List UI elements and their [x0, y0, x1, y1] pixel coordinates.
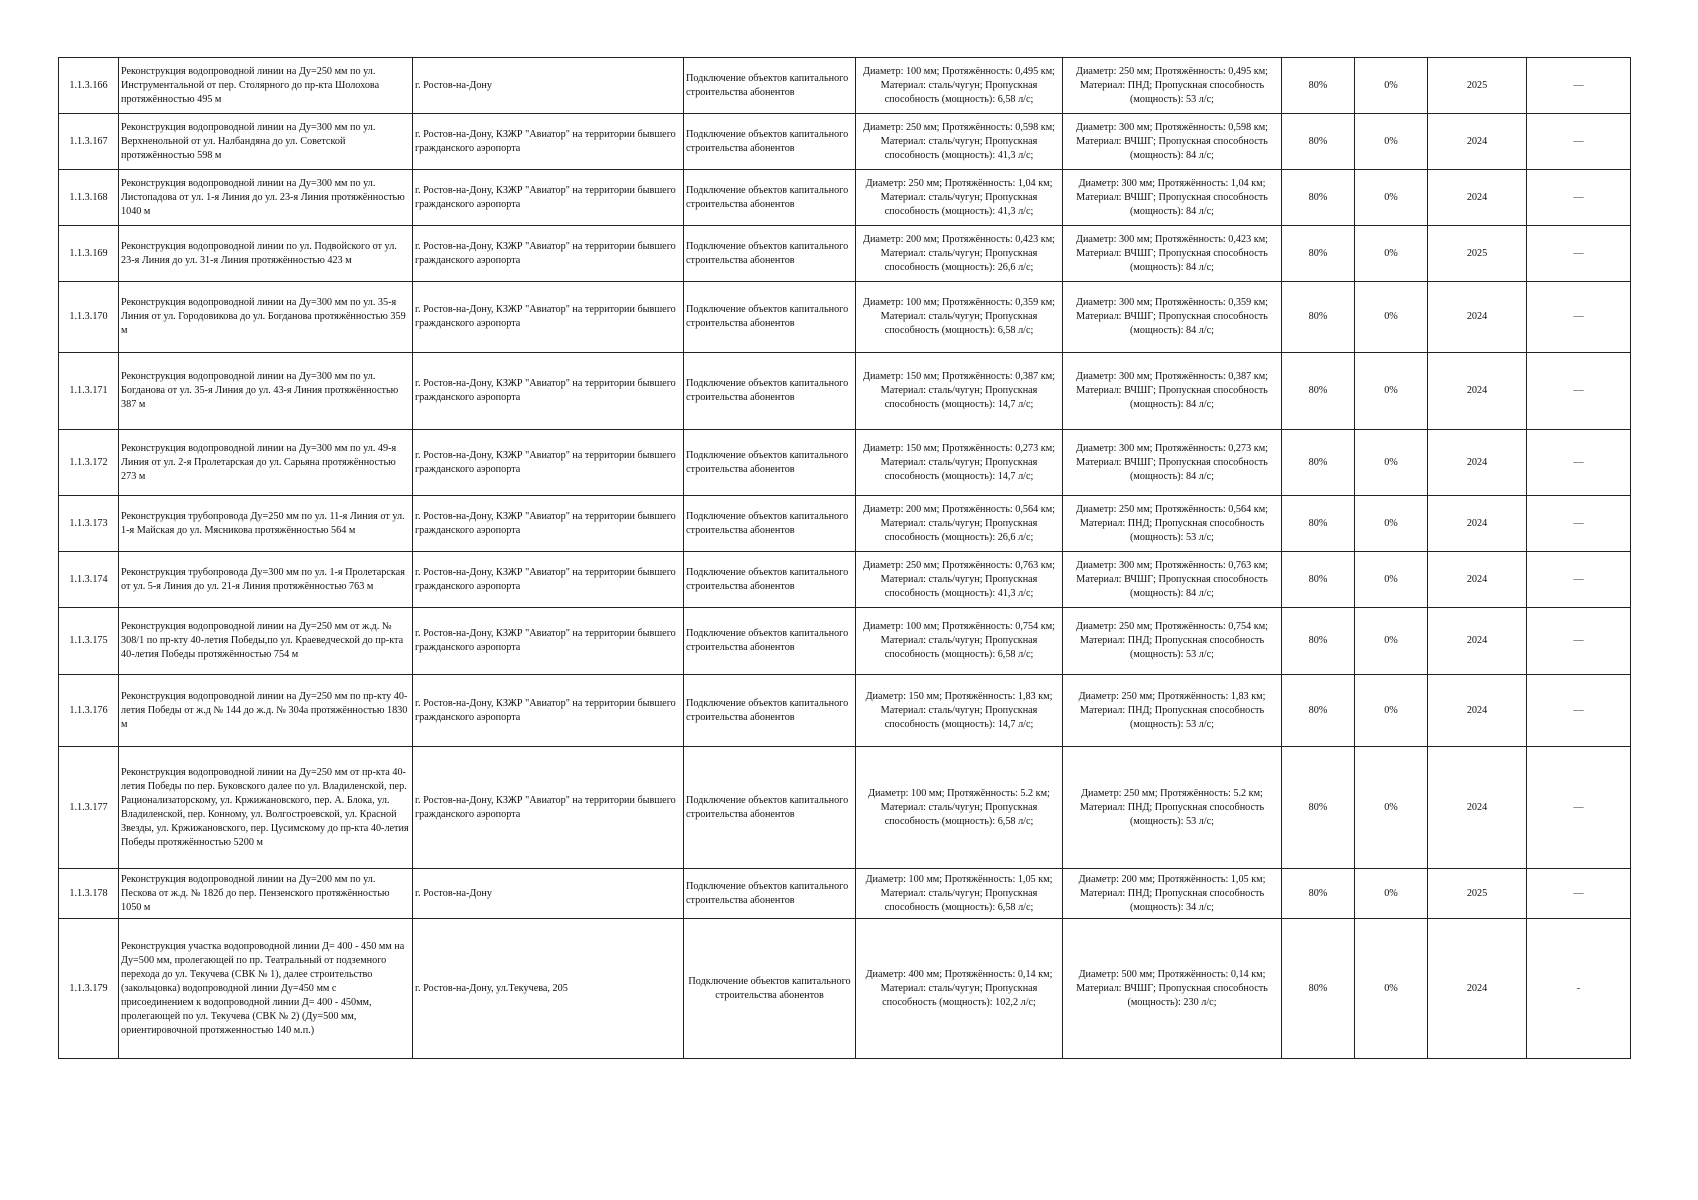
project-name-cell: Реконструкция водопроводной линии на Ду=300 мм по ул. 49-я Линия от ул. 2-я Пролетарская до ул. Сарьяна протяжённостью 273 м [119, 430, 413, 496]
params-after-cell: Диаметр: 250 мм; Протяжённость: 1,83 км; Материал: ПНД; Пропускная способность (мощность): 53 л/с; [1063, 675, 1282, 747]
params-after-cell: Диаметр: 250 мм; Протяжённость: 0,495 км; Материал: ПНД; Пропускная способность (мощность): 53 л/с; [1063, 58, 1282, 114]
row-number-cell: 1.1.3.171 [59, 353, 119, 430]
params-before-cell: Диаметр: 100 мм; Протяжённость: 5.2 км; Материал: сталь/чугун; Пропускная способность (мощность): 6,58 л/с; [856, 747, 1063, 869]
note-cell: - [1527, 919, 1631, 1059]
wear-before-cell: 80% [1282, 919, 1355, 1059]
project-location-cell: г. Ростов-на-Дону, КЗЖР "Авиатор" на территории бывшего гражданского аэропорта [413, 496, 684, 552]
row-number-cell: 1.1.3.166 [59, 58, 119, 114]
row-number-cell: 1.1.3.167 [59, 114, 119, 170]
params-after-cell: Диаметр: 300 мм; Протяжённость: 1,04 км; Материал: ВЧШГ; Пропускная способность (мощность): 84 л/с; [1063, 170, 1282, 226]
project-location-cell: г. Ростов-на-Дону [413, 869, 684, 919]
completion-year-cell: 2024 [1428, 430, 1527, 496]
table-row [59, 608, 1631, 675]
row-number-cell: 1.1.3.174 [59, 552, 119, 608]
params-before-cell: Диаметр: 100 мм; Протяжённость: 1,05 км; Материал: сталь/чугун; Пропускная способность (мощность): 6,58 л/с; [856, 869, 1063, 919]
table-row [59, 282, 1631, 353]
row-number-cell: 1.1.3.170 [59, 282, 119, 353]
project-location-cell: г. Ростов-на-Дону, КЗЖР "Авиатор" на территории бывшего гражданского аэропорта [413, 552, 684, 608]
wear-before-cell: 80% [1282, 226, 1355, 282]
table-body [59, 58, 1631, 1059]
wear-after-cell: 0% [1355, 552, 1428, 608]
params-before-cell: Диаметр: 150 мм; Протяжённость: 0,273 км; Материал: сталь/чугун; Пропускная способность (мощность): 14,7 л/с; [856, 430, 1063, 496]
wear-after-cell: 0% [1355, 353, 1428, 430]
params-after-cell: Диаметр: 250 мм; Протяжённость: 0,754 км; Материал: ПНД; Пропускная способность (мощность): 53 л/с; [1063, 608, 1282, 675]
note-cell: — [1527, 496, 1631, 552]
table-row [59, 430, 1631, 496]
params-before-cell: Диаметр: 250 мм; Протяжённость: 0,763 км; Материал: сталь/чугун; Пропускная способность (мощность): 41,3 л/с; [856, 552, 1063, 608]
wear-before-cell: 80% [1282, 552, 1355, 608]
wear-after-cell: 0% [1355, 675, 1428, 747]
completion-year-cell: 2024 [1428, 919, 1527, 1059]
table-row [59, 114, 1631, 170]
note-cell: — [1527, 282, 1631, 353]
wear-after-cell: 0% [1355, 869, 1428, 919]
completion-year-cell: 2024 [1428, 675, 1527, 747]
project-purpose-cell: Подключение объектов капитального строительства абонентов [684, 430, 856, 496]
project-name-cell: Реконструкция водопроводной линии на Ду=250 мм от пр-кта 40-летия Победы по пер. Буковского далее по ул. Владиленской, пер. Рационализаторскому, ул. Кржижановского, пер. А. Блока, ул. Владиленской, пер. Конному, ул. Волгостроевской, ул. Красной Звезды, ул. Кржижановского, пер. Цусимскому до пр-кта 40-летия Победы протяжённостью 5200 м [119, 747, 413, 869]
project-purpose-cell: Подключение объектов капитального строительства абонентов [684, 282, 856, 353]
row-number-cell: 1.1.3.173 [59, 496, 119, 552]
project-name-cell: Реконструкция участка водопроводной линии Д= 400 - 450 мм на Ду=500 мм, пролегающей по пр. Театральный от подземного перехода до ул. Текучева (СВК № 1), далее строительство (закольцовка) водопроводной линии Ду=450 мм с присоединением к водопроводной линии Д= 400 - 450мм, пролегающей по ул. Текучева (СВК № 2) (Ду=500 мм, ориентировочной протяженностью 140 м.п.) [119, 919, 413, 1059]
params-after-cell: Диаметр: 300 мм; Протяжённость: 0,598 км; Материал: ВЧШГ; Пропускная способность (мощность): 84 л/с; [1063, 114, 1282, 170]
table-row [59, 919, 1631, 1059]
note-cell: — [1527, 747, 1631, 869]
wear-after-cell: 0% [1355, 114, 1428, 170]
row-number-cell: 1.1.3.178 [59, 869, 119, 919]
wear-before-cell: 80% [1282, 496, 1355, 552]
project-name-cell: Реконструкция водопроводной линии на Ду=250 мм по пр-кту 40-летия Победы от ж.д № 144 до ж.д. № 304а протяжённостью 1830 м [119, 675, 413, 747]
completion-year-cell: 2025 [1428, 58, 1527, 114]
wear-after-cell: 0% [1355, 226, 1428, 282]
project-location-cell: г. Ростов-на-Дону, КЗЖР "Авиатор" на территории бывшего гражданского аэропорта [413, 675, 684, 747]
table-row [59, 58, 1631, 114]
row-number-cell: 1.1.3.179 [59, 919, 119, 1059]
project-purpose-cell: Подключение объектов капитального строительства абонентов [684, 58, 856, 114]
project-purpose-cell: Подключение объектов капитального строительства абонентов [684, 869, 856, 919]
project-purpose-cell: Подключение объектов капитального строительства абонентов [684, 114, 856, 170]
params-after-cell: Диаметр: 500 мм; Протяжённость: 0,14 км; Материал: ВЧШГ; Пропускная способность (мощность): 230 л/с; [1063, 919, 1282, 1059]
table-row [59, 170, 1631, 226]
table-row [59, 747, 1631, 869]
project-purpose-cell: Подключение объектов капитального строительства абонентов [684, 608, 856, 675]
project-location-cell: г. Ростов-на-Дону, КЗЖР "Авиатор" на территории бывшего гражданского аэропорта [413, 430, 684, 496]
wear-before-cell: 80% [1282, 430, 1355, 496]
completion-year-cell: 2024 [1428, 114, 1527, 170]
project-name-cell: Реконструкция водопроводной линии на Ду=300 мм по ул. Богданова от ул. 35-я Линия до ул. 43-я Линия протяжённостью 387 м [119, 353, 413, 430]
project-location-cell: г. Ростов-на-Дону [413, 58, 684, 114]
project-purpose-cell: Подключение объектов капитального строительства абонентов [684, 170, 856, 226]
wear-before-cell: 80% [1282, 114, 1355, 170]
params-before-cell: Диаметр: 100 мм; Протяжённость: 0,754 км; Материал: сталь/чугун; Пропускная способность (мощность): 6,58 л/с; [856, 608, 1063, 675]
note-cell: — [1527, 226, 1631, 282]
params-before-cell: Диаметр: 400 мм; Протяжённость: 0,14 км; Материал: сталь/чугун; Пропускная способность (мощность): 102,2 л/с; [856, 919, 1063, 1059]
completion-year-cell: 2024 [1428, 282, 1527, 353]
project-location-cell: г. Ростов-на-Дону, КЗЖР "Авиатор" на территории бывшего гражданского аэропорта [413, 114, 684, 170]
params-before-cell: Диаметр: 250 мм; Протяжённость: 0,598 км; Материал: сталь/чугун; Пропускная способность (мощность): 41,3 л/с; [856, 114, 1063, 170]
project-name-cell: Реконструкция водопроводной линии на Ду=250 мм по ул. Инструментальной от пер. Столярного до пр-кта Шолохова протяжённостью 495 м [119, 58, 413, 114]
completion-year-cell: 2024 [1428, 496, 1527, 552]
project-name-cell: Реконструкция водопроводной линии на Ду=300 мм по ул. 35-я Линия от ул. Городовикова до ул. Богданова протяжённостью 359 м [119, 282, 413, 353]
wear-after-cell: 0% [1355, 170, 1428, 226]
note-cell: — [1527, 430, 1631, 496]
wear-after-cell: 0% [1355, 282, 1428, 353]
table-row [59, 675, 1631, 747]
row-number-cell: 1.1.3.168 [59, 170, 119, 226]
table-row [59, 353, 1631, 430]
params-after-cell: Диаметр: 300 мм; Протяжённость: 0,763 км; Материал: ВЧШГ; Пропускная способность (мощность): 84 л/с; [1063, 552, 1282, 608]
project-purpose-cell: Подключение объектов капитального строительства абонентов [684, 747, 856, 869]
params-before-cell: Диаметр: 150 мм; Протяжённость: 1,83 км; Материал: сталь/чугун; Пропускная способность (мощность): 14,7 л/с; [856, 675, 1063, 747]
wear-after-cell: 0% [1355, 430, 1428, 496]
project-purpose-cell: Подключение объектов капитального строительства абонентов [684, 226, 856, 282]
completion-year-cell: 2024 [1428, 170, 1527, 226]
wear-before-cell: 80% [1282, 58, 1355, 114]
project-location-cell: г. Ростов-на-Дону, КЗЖР "Авиатор" на территории бывшего гражданского аэропорта [413, 608, 684, 675]
wear-before-cell: 80% [1282, 170, 1355, 226]
project-name-cell: Реконструкция водопроводной линии на Ду=250 мм от ж.д. № 308/1 по пр-кту 40-летия Победы,по ул. Краеведческой до пр-кта 40-летия Победы протяжённостью 754 м [119, 608, 413, 675]
params-before-cell: Диаметр: 200 мм; Протяжённость: 0,564 км; Материал: сталь/чугун; Пропускная способность (мощность): 26,6 л/с; [856, 496, 1063, 552]
row-number-cell: 1.1.3.169 [59, 226, 119, 282]
note-cell: — [1527, 58, 1631, 114]
wear-after-cell: 0% [1355, 496, 1428, 552]
params-after-cell: Диаметр: 300 мм; Протяжённость: 0,423 км; Материал: ВЧШГ; Пропускная способность (мощность): 84 л/с; [1063, 226, 1282, 282]
project-location-cell: г. Ростов-на-Дону, КЗЖР "Авиатор" на территории бывшего гражданского аэропорта [413, 747, 684, 869]
note-cell: — [1527, 114, 1631, 170]
wear-after-cell: 0% [1355, 608, 1428, 675]
params-after-cell: Диаметр: 300 мм; Протяжённость: 0,359 км; Материал: ВЧШГ; Пропускная способность (мощность): 84 л/с; [1063, 282, 1282, 353]
wear-before-cell: 80% [1282, 747, 1355, 869]
table-row [59, 869, 1631, 919]
completion-year-cell: 2025 [1428, 869, 1527, 919]
completion-year-cell: 2024 [1428, 552, 1527, 608]
wear-before-cell: 80% [1282, 608, 1355, 675]
note-cell: — [1527, 869, 1631, 919]
note-cell: — [1527, 170, 1631, 226]
completion-year-cell: 2024 [1428, 747, 1527, 869]
wear-after-cell: 0% [1355, 747, 1428, 869]
note-cell: — [1527, 552, 1631, 608]
row-number-cell: 1.1.3.177 [59, 747, 119, 869]
params-before-cell: Диаметр: 250 мм; Протяжённость: 1,04 км; Материал: сталь/чугун; Пропускная способность (мощность): 41,3 л/с; [856, 170, 1063, 226]
params-before-cell: Диаметр: 150 мм; Протяжённость: 0,387 км; Материал: сталь/чугун; Пропускная способность (мощность): 14,7 л/с; [856, 353, 1063, 430]
row-number-cell: 1.1.3.172 [59, 430, 119, 496]
wear-before-cell: 80% [1282, 869, 1355, 919]
project-location-cell: г. Ростов-на-Дону, КЗЖР "Авиатор" на территории бывшего гражданского аэропорта [413, 226, 684, 282]
params-before-cell: Диаметр: 100 мм; Протяжённость: 0,495 км; Материал: сталь/чугун; Пропускная способность (мощность): 6,58 л/с; [856, 58, 1063, 114]
table-row [59, 226, 1631, 282]
row-number-cell: 1.1.3.176 [59, 675, 119, 747]
params-before-cell: Диаметр: 200 мм; Протяжённость: 0,423 км; Материал: сталь/чугун; Пропускная способность (мощность): 26,6 л/с; [856, 226, 1063, 282]
wear-after-cell: 0% [1355, 58, 1428, 114]
project-location-cell: г. Ростов-на-Дону, КЗЖР "Авиатор" на территории бывшего гражданского аэропорта [413, 170, 684, 226]
wear-after-cell: 0% [1355, 919, 1428, 1059]
wear-before-cell: 80% [1282, 353, 1355, 430]
table-row [59, 496, 1631, 552]
project-name-cell: Реконструкция трубопровода Ду=300 мм по ул. 1-я Пролетарская от ул. 5-я Линия до ул. 21-я Линия протяжённостью 763 м [119, 552, 413, 608]
project-purpose-cell: Подключение объектов капитального строительства абонентов [684, 552, 856, 608]
note-cell: — [1527, 353, 1631, 430]
project-purpose-cell: Подключение объектов капитального строительства абонентов [684, 353, 856, 430]
params-after-cell: Диаметр: 300 мм; Протяжённость: 0,387 км; Материал: ВЧШГ; Пропускная способность (мощность): 84 л/с; [1063, 353, 1282, 430]
project-location-cell: г. Ростов-на-Дону, ул.Текучева, 205 [413, 919, 684, 1059]
completion-year-cell: 2024 [1428, 353, 1527, 430]
investment-program-table [58, 57, 1631, 1059]
table-row [59, 552, 1631, 608]
project-location-cell: г. Ростов-на-Дону, КЗЖР "Авиатор" на территории бывшего гражданского аэропорта [413, 353, 684, 430]
params-after-cell: Диаметр: 200 мм; Протяжённость: 1,05 км; Материал: ПНД; Пропускная способность (мощность): 34 л/с; [1063, 869, 1282, 919]
wear-before-cell: 80% [1282, 675, 1355, 747]
note-cell: — [1527, 675, 1631, 747]
project-name-cell: Реконструкция водопроводной линии на Ду=300 мм по ул. Листопадова от ул. 1-я Линия до ул. 23-я Линия протяжённостью 1040 м [119, 170, 413, 226]
project-name-cell: Реконструкция трубопровода Ду=250 мм по ул. 11-я Линия от ул. 1-я Майская до ул. Мясникова протяжённостью 564 м [119, 496, 413, 552]
note-cell: — [1527, 608, 1631, 675]
project-purpose-cell: Подключение объектов капитального строительства абонентов [684, 496, 856, 552]
project-purpose-cell: Подключение объектов капитального строительства абонентов [684, 919, 856, 1059]
project-name-cell: Реконструкция водопроводной линии на Ду=300 мм по ул. Верхненольной от ул. Налбандяна до ул. Советской протяжённостью 598 м [119, 114, 413, 170]
params-after-cell: Диаметр: 250 мм; Протяжённость: 5.2 км; Материал: ПНД; Пропускная способность (мощность): 53 л/с; [1063, 747, 1282, 869]
completion-year-cell: 2024 [1428, 608, 1527, 675]
project-name-cell: Реконструкция водопроводной линии на Ду=200 мм по ул. Пескова от ж.д. № 182б до пер. Пензенского протяжённостью 1050 м [119, 869, 413, 919]
params-after-cell: Диаметр: 300 мм; Протяжённость: 0,273 км; Материал: ВЧШГ; Пропускная способность (мощность): 84 л/с; [1063, 430, 1282, 496]
params-after-cell: Диаметр: 250 мм; Протяжённость: 0,564 км; Материал: ПНД; Пропускная способность (мощность): 53 л/с; [1063, 496, 1282, 552]
row-number-cell: 1.1.3.175 [59, 608, 119, 675]
project-name-cell: Реконструкция водопроводной линии по ул. Подвойского от ул. 23-я Линия до ул. 31-я Линия протяжённостью 423 м [119, 226, 413, 282]
params-before-cell: Диаметр: 100 мм; Протяжённость: 0,359 км; Материал: сталь/чугун; Пропускная способность (мощность): 6,58 л/с; [856, 282, 1063, 353]
wear-before-cell: 80% [1282, 282, 1355, 353]
project-location-cell: г. Ростов-на-Дону, КЗЖР "Авиатор" на территории бывшего гражданского аэропорта [413, 282, 684, 353]
completion-year-cell: 2025 [1428, 226, 1527, 282]
project-purpose-cell: Подключение объектов капитального строительства абонентов [684, 675, 856, 747]
